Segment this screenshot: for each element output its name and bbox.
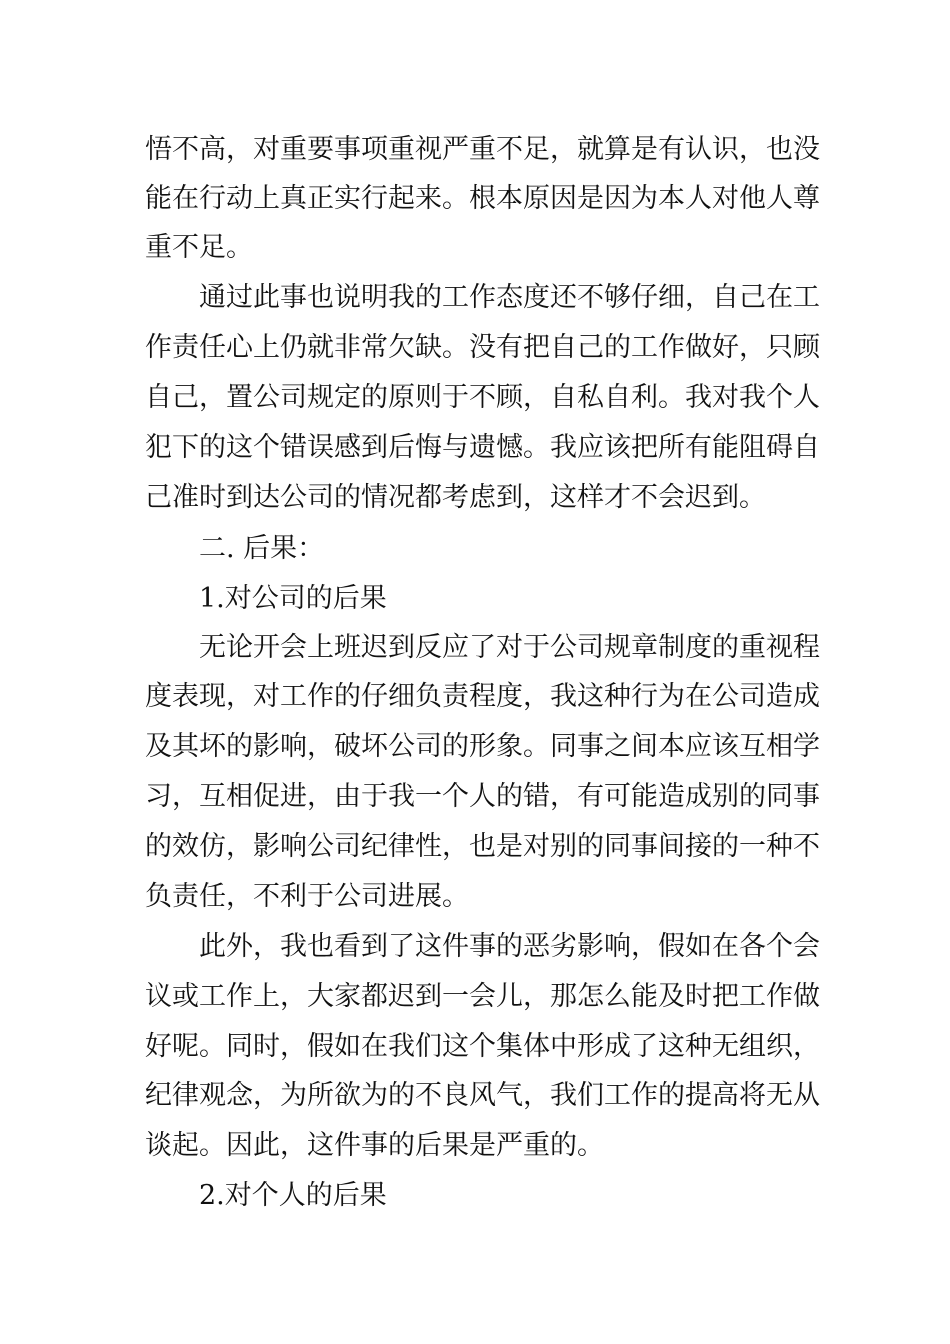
text-line: 自己，置公司规定的原则于不顾，自私自利。我对我个人: [145, 382, 820, 413]
text-line: 议或工作上，大家都迟到一会儿，那怎么能及时把工作做: [145, 981, 820, 1012]
text-line: 及其坏的影响，破坏公司的形象。同事之间本应该互相学: [145, 731, 820, 762]
text-line: 悟不高，对重要事项重视严重不足，就算是有认识，也没: [145, 134, 820, 165]
text-line: 负责任，不利于公司进展。: [145, 881, 469, 912]
section-heading: 二. 后果：: [199, 533, 325, 564]
text-line: 己准时到达公司的情况都考虑到，这样才不会迟到。: [145, 482, 766, 513]
text-line: 度表现，对工作的仔细负责程度，我这种行为在公司造成: [145, 681, 820, 712]
text-line: 纪律观念，为所欲为的不良风气，我们工作的提高将无从: [145, 1080, 820, 1111]
paragraph-first-line: 此外，我也看到了这件事的恶劣影响，假如在各个会: [199, 931, 820, 962]
text-line: 犯下的这个错误感到后悔与遗憾。我应该把所有能阻碍自: [145, 432, 820, 463]
text-line: 的效仿，影响公司纪律性，也是对别的同事间接的一种不: [145, 831, 820, 862]
text-line: 能在行动上真正实行起来。根本原因是因为本人对他人尊: [145, 183, 820, 214]
text-line: 作责任心上仍就非常欠缺。没有把自己的工作做好，只顾: [145, 332, 820, 363]
text-line: 谈起。因此，这件事的后果是严重的。: [145, 1130, 604, 1161]
text-line: 好呢。同时，假如在我们这个集体中形成了这种无组织，: [145, 1031, 820, 1062]
text-line: 重不足。: [145, 232, 253, 263]
subsection-heading: 1.对公司的后果: [199, 583, 387, 614]
paragraph-first-line: 通过此事也说明我的工作态度还不够仔细，自己在工: [199, 282, 820, 313]
text-line: 习，互相促进，由于我一个人的错，有可能造成别的同事: [145, 781, 820, 812]
subsection-heading: 2.对个人的后果: [199, 1180, 387, 1211]
paragraph-first-line: 无论开会上班迟到反应了对于公司规章制度的重视程: [199, 632, 820, 663]
